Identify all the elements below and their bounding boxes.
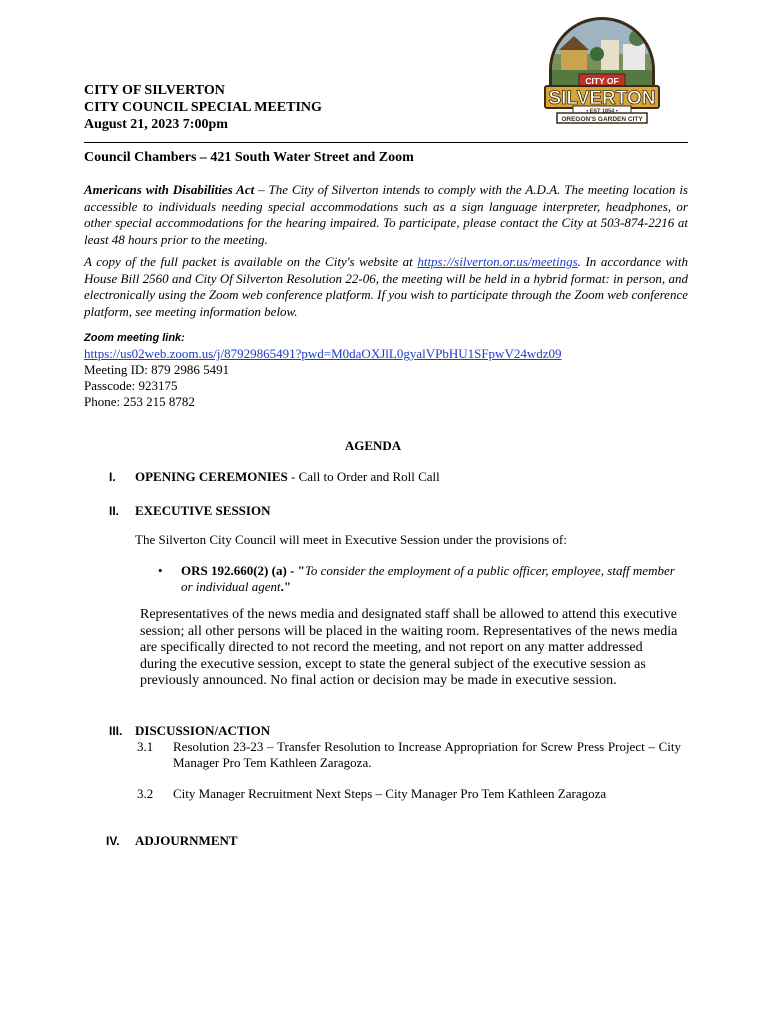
item-1-title: OPENING CEREMONIES — [135, 469, 288, 484]
ada-notice — [84, 182, 688, 248]
item-3-title: DISCUSSION/ACTION — [135, 723, 271, 738]
executive-session-notice: Representatives of the news media and designated staff shall be allowed to attend this executive session; all other persons will be placed in the waiting room. Representatives of the news media are specifically directed to not record the meeting, and not report on any matter addressed during the executive session, except to state the general subject of the executive session as previously announced. No final action or decision may be made in executive session. — [140, 607, 678, 688]
item-1 — [135, 469, 440, 485]
zoom-label: Zoom meeting link: — [84, 332, 185, 344]
packet-after: . In accordance with House Bill 2560 and City Of Silverton Resolution 22-06, the meeting will be held in a hybrid format: in person, and electronically using the Zoom web conference platform. If you wish to participate through the Zoom web conference platform, see meeting information below. — [84, 254, 688, 319]
header-divider — [84, 142, 688, 143]
item-2-title: EXECUTIVE SESSION — [135, 503, 271, 518]
meeting-date: August 21, 2023 7:00pm — [84, 117, 228, 132]
agenda-title: AGENDA — [344, 438, 402, 453]
item-1-number: I. — [109, 470, 116, 484]
logo-city-of: CITY OF — [585, 76, 619, 86]
ors-provision — [181, 563, 686, 595]
ors-citation: ORS 192.660(2) (a) - " — [181, 563, 305, 578]
zoom-meeting-id: Meeting ID: 879 2986 5491 — [84, 362, 230, 377]
item-4-number: IV. — [106, 834, 120, 848]
bullet-marker: • — [158, 563, 163, 578]
zoom-phone: Phone: 253 215 8782 — [84, 394, 195, 409]
silverton-city-logo — [539, 14, 665, 126]
zoom-link[interactable]: https://us02web.zoom.us/j/87929865491?pwd=M0daOXJlL0gyalVPbHU1SFpwV24wdz09 — [84, 346, 562, 361]
sub-item-3-1: Resolution 23-23 – Transfer Resolution to Increase Appropriation for Screw Press Project – City Manager Pro Tem Kathleen Zaragoza. — [173, 739, 681, 770]
sub-item-3-2: City Manager Recruitment Next Steps – City Manager Pro Tem Kathleen Zaragoza — [173, 786, 607, 801]
logo-est: • EST 1854 • — [586, 108, 618, 115]
meetings-link[interactable]: https://silverton.or.us/meetings — [417, 254, 578, 269]
ada-lead: Americans with Disabilities Act — [84, 182, 255, 197]
city-name: CITY OF SILVERTON — [84, 83, 225, 98]
ors-end: ." — [280, 579, 292, 594]
item-2-intro: The Silverton City Council will meet in Executive Session under the provisions of: — [135, 532, 567, 547]
meeting-type: CITY COUNCIL SPECIAL MEETING — [84, 100, 322, 115]
item-3-number: III. — [109, 724, 123, 738]
sub-item-3-2-number: 3.2 — [137, 786, 154, 801]
logo-name: SILVERTON — [548, 88, 656, 109]
item-2-number: II. — [109, 504, 120, 518]
item-1-rest: - Call to Order and Roll Call — [287, 469, 440, 484]
sub-item-3-1-number: 3.1 — [137, 739, 154, 754]
item-4-title: ADJOURNMENT — [135, 833, 238, 848]
packet-notice — [84, 254, 688, 320]
ada-body: – The City of Silverton intends to comply with the A.D.A. The meeting location is accessible to individuals needing special accommodations such as a sign language interpreter, headphones, or other special accommodations for the hearing impaired. To participate, please contact the City at 503-874-2216 at least 48 hours prior to the meeting. — [84, 182, 688, 247]
logo-motto: OREGON'S GARDEN CITY — [561, 116, 643, 123]
ors-text: To consider the employment of a public officer, employee, staff member or individual agent — [181, 563, 675, 594]
meeting-location: Council Chambers – 421 South Water Street and Zoom — [84, 150, 414, 165]
zoom-passcode: Passcode: 923175 — [84, 378, 178, 393]
packet-before: A copy of the full packet is available on the City's website at — [84, 254, 418, 269]
